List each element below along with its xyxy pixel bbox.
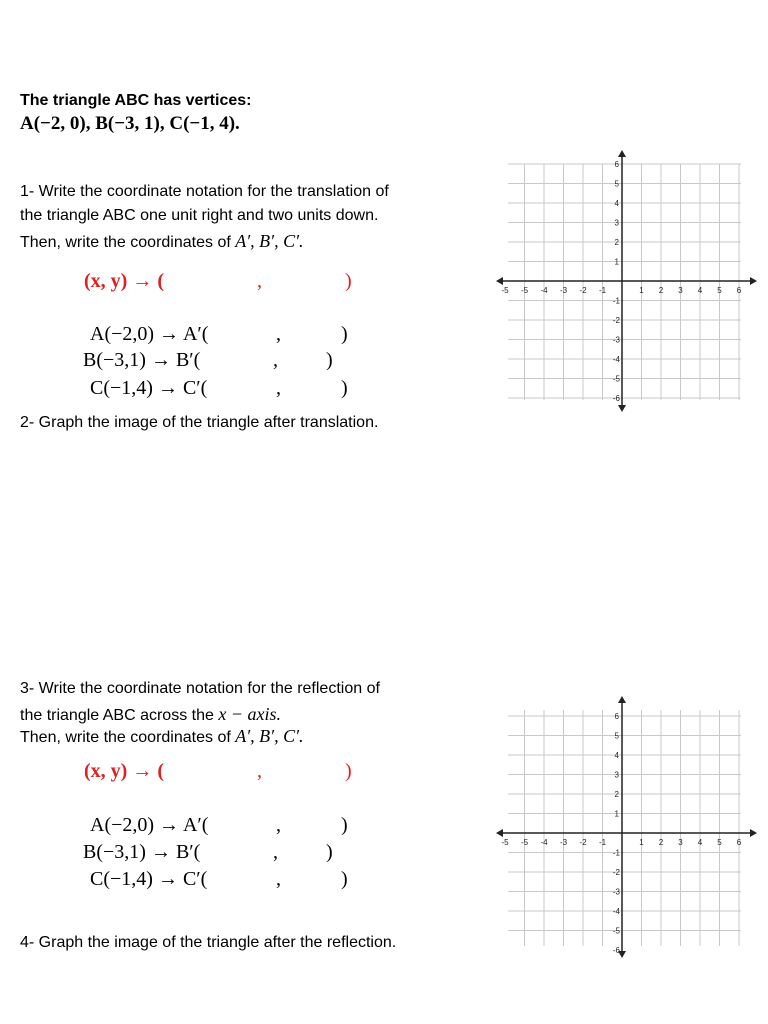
q1-map-c-comma: , — [276, 377, 281, 399]
q1-map-a-close: ) — [341, 323, 348, 345]
x-axis-arrow-right — [750, 829, 757, 837]
q3-line2 — [20, 704, 281, 725]
x-axis-arrow-left — [496, 277, 503, 285]
y-tick-label: -5 — [612, 926, 620, 936]
y-tick-label: 3 — [614, 770, 619, 780]
q3-map-b-close: ) — [326, 841, 333, 863]
y-tick-label: -1 — [612, 848, 620, 858]
y-tick-label: -6 — [612, 946, 620, 955]
x-tick-label: 5 — [717, 838, 722, 847]
x-tick-label: 3 — [678, 838, 683, 847]
q4-text: 4- Graph the image of the triangle after the reflection. — [20, 934, 397, 951]
q3-line2-math: x − axis. — [218, 704, 281, 724]
x-tick-label: -2 — [579, 286, 587, 295]
q1-line2: the triangle ABC one unit right and two units down. — [20, 207, 379, 224]
x-tick-label: 4 — [697, 286, 703, 295]
coordinate-grid-1 — [496, 150, 758, 412]
x-tick-label: -2 — [579, 838, 587, 847]
y-tick-label: 1 — [614, 257, 619, 267]
q3-line3 — [20, 726, 304, 747]
q3-map-a-close: ) — [341, 814, 348, 836]
y-axis-arrow-down — [618, 405, 626, 412]
x-tick-label: -1 — [598, 286, 607, 295]
y-tick-label: 5 — [614, 179, 619, 189]
x-tick-label: -1 — [598, 838, 607, 847]
y-tick-label: -6 — [612, 394, 620, 403]
q3-rule-comma: , — [257, 760, 262, 782]
q1-line3-math: A′, B′, C′. — [235, 231, 304, 251]
x-tick-label: -5 — [501, 286, 509, 295]
x-tick-label: -5 — [520, 838, 529, 847]
intro-vertices: A(−2, 0), B(−3, 1), C(−1, 4). — [20, 113, 240, 134]
q1-rule-comma: , — [257, 270, 262, 292]
q1-rule-close: ) — [345, 270, 352, 292]
q3-line3-math: A′, B′, C′. — [235, 726, 304, 746]
y-tick-label: -3 — [612, 887, 620, 897]
y-tick-label: 2 — [614, 238, 619, 247]
q3-map-c-comma: , — [276, 868, 281, 890]
x-tick-label: -5 — [520, 286, 529, 295]
q1-line3 — [20, 231, 304, 252]
x-tick-label: 1 — [639, 838, 644, 847]
q1-map-c-close: ) — [341, 377, 348, 399]
x-tick-label: 4 — [697, 838, 703, 847]
y-tick-label: -1 — [612, 296, 620, 306]
x-tick-label: -3 — [559, 286, 568, 295]
q1-map-b-comma: , — [273, 349, 278, 371]
y-tick-label: -4 — [612, 355, 620, 364]
q3-rule: (x, y) → ( — [84, 760, 164, 782]
q1-map-a-comma: , — [276, 323, 281, 345]
y-tick-label: -2 — [612, 868, 620, 877]
intro-heading: The triangle ABC has vertices: — [20, 92, 252, 109]
y-tick-label: 3 — [614, 218, 619, 228]
coordinate-grid-2 — [496, 696, 758, 958]
y-axis-arrow-up — [618, 150, 626, 157]
y-tick-label: -4 — [612, 907, 620, 916]
y-tick-label: 4 — [614, 751, 619, 760]
q3-map-c-close: ) — [341, 868, 348, 890]
q3-map-a: A(−2,0) → A′( — [90, 814, 209, 836]
q3-map-b-comma: , — [273, 841, 278, 863]
y-tick-label: 6 — [614, 712, 619, 721]
x-tick-label: -4 — [540, 286, 548, 295]
x-axis-arrow-left — [496, 829, 503, 837]
x-tick-label: 5 — [717, 286, 722, 295]
x-tick-label: 6 — [736, 286, 742, 295]
q3-line3-text: Then, write the coordinates of — [20, 729, 236, 746]
x-tick-label: -3 — [559, 838, 568, 847]
x-tick-label: 2 — [658, 286, 664, 295]
q1-map-b-close: ) — [326, 349, 333, 371]
q1-rule: (x, y) → ( — [84, 270, 164, 292]
x-tick-label: -4 — [540, 838, 548, 847]
y-tick-label: 6 — [614, 160, 619, 169]
q3-line1: 3- Write the coordinate notation for the reflection of — [20, 680, 380, 697]
y-tick-label: 1 — [614, 809, 619, 819]
y-axis-arrow-up — [618, 696, 626, 703]
y-tick-label: 4 — [614, 199, 619, 208]
y-tick-label: -3 — [612, 335, 620, 345]
q1-line3-text: Then, write the coordinates of — [20, 234, 236, 251]
q1-map-a: A(−2,0) → A′( — [90, 323, 209, 345]
q1-map-b: B(−3,1) → B′( — [83, 349, 201, 371]
q3-map-a-comma: , — [276, 814, 281, 836]
x-tick-label: 6 — [736, 838, 742, 847]
q1-line1: 1- Write the coordinate notation for the translation of — [20, 183, 389, 200]
q3-rule-close: ) — [345, 760, 352, 782]
q3-line2-text: the triangle ABC across the — [20, 707, 219, 724]
x-tick-label: 2 — [658, 838, 664, 847]
y-tick-label: -2 — [612, 316, 620, 325]
q3-map-b: B(−3,1) → B′( — [83, 841, 201, 863]
q3-map-c: C(−1,4) → C′( — [90, 868, 208, 890]
x-tick-label: 3 — [678, 286, 683, 295]
x-tick-label: 1 — [639, 286, 644, 295]
x-tick-label: -5 — [501, 838, 509, 847]
x-axis-arrow-right — [750, 277, 757, 285]
q1-map-c: C(−1,4) → C′( — [90, 377, 208, 399]
y-tick-label: 5 — [614, 731, 619, 741]
y-tick-label: -5 — [612, 374, 620, 384]
q2-text: 2- Graph the image of the triangle after translation. — [20, 414, 379, 431]
y-tick-label: 2 — [614, 790, 619, 799]
